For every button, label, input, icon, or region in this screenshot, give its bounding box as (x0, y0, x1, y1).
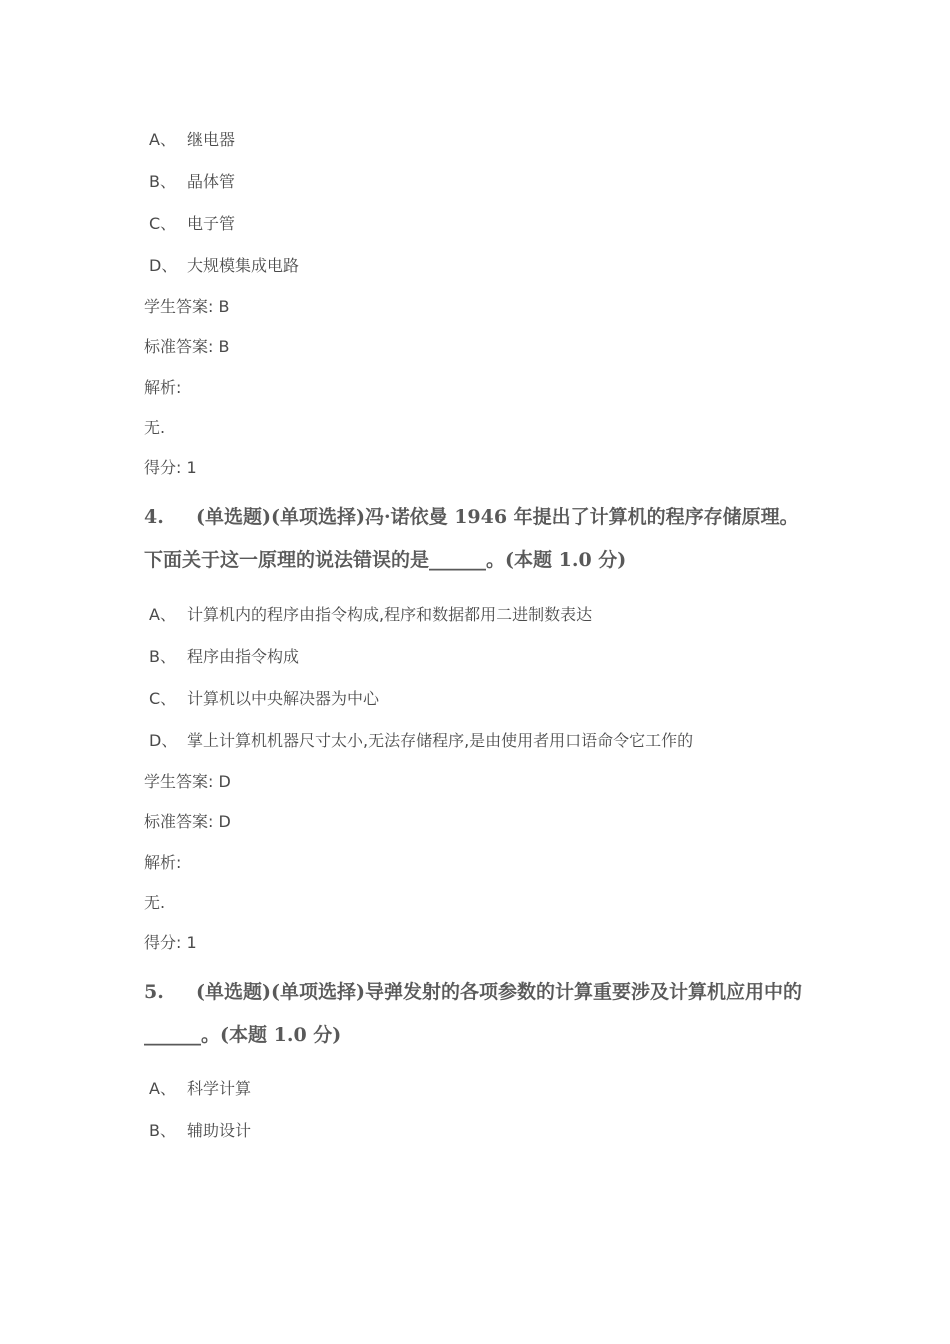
q4-stem (144, 496, 814, 582)
q3-analysis: 无. (144, 418, 166, 437)
question-number: 5. (144, 981, 164, 1003)
option-text: 程序由指令构成 (187, 647, 300, 666)
option-text: 计算机内的程序由指令构成,程序和数据都用二进制数表达 (187, 605, 593, 624)
q3-score: 得分: 1 (144, 458, 197, 477)
option-text: 晶体管 (187, 172, 236, 191)
q4-standard-answer: 标准答案: D (144, 812, 231, 831)
q4-option-d (149, 728, 693, 751)
option-text: 掌上计算机机器尺寸太小,无法存储程序,是由使用者用口语命令它工作的 (187, 731, 694, 750)
q4-option-c (149, 686, 379, 709)
q5-option-a (149, 1076, 251, 1099)
q3-option-b (149, 169, 235, 192)
q3-option-a (149, 127, 235, 150)
q3-student-answer: 学生答案: B (144, 297, 230, 316)
option-letter: C、 (149, 689, 177, 708)
option-letter: A、 (149, 605, 176, 624)
q3-standard-answer: 标准答案: B (144, 337, 230, 356)
option-text: 科学计算 (187, 1079, 252, 1098)
q4-analysis: 无. (144, 893, 166, 912)
option-letter: D、 (149, 256, 178, 275)
q3-analysis-label: 解析: (144, 378, 182, 397)
q4-analysis-label: 解析: (144, 853, 182, 872)
q3-option-c (149, 211, 235, 234)
q5-stem (144, 971, 814, 1057)
option-letter: B、 (149, 172, 176, 191)
option-text: 继电器 (187, 130, 236, 149)
option-letter: A、 (149, 130, 176, 149)
option-letter: A、 (149, 1079, 176, 1098)
question-text: (单选题)(单项选择)冯·诺依曼 1946 年提出了计算机的程序存储原理。下面关于这一原理的说法错误的是______。(本题 1.0 分) (144, 506, 799, 571)
q3-option-d (149, 253, 299, 276)
question-text: (单选题)(单项选择)导弹发射的各项参数的计算重要涉及计算机应用中的______。(本题 1.0 分) (144, 981, 802, 1046)
option-text: 辅助设计 (187, 1121, 252, 1140)
q4-student-answer: 学生答案: D (144, 772, 231, 791)
option-text: 计算机以中央解决器为中心 (187, 689, 380, 708)
q5-option-b (149, 1118, 251, 1141)
q4-option-a (149, 602, 592, 625)
option-letter: C、 (149, 214, 177, 233)
question-number: 4. (144, 506, 164, 528)
option-letter: B、 (149, 647, 176, 666)
option-letter: D、 (149, 731, 178, 750)
option-text: 大规模集成电路 (187, 256, 300, 275)
option-text: 电子管 (187, 214, 236, 233)
q4-option-b (149, 644, 299, 667)
q4-score: 得分: 1 (144, 933, 197, 952)
option-letter: B、 (149, 1121, 176, 1140)
